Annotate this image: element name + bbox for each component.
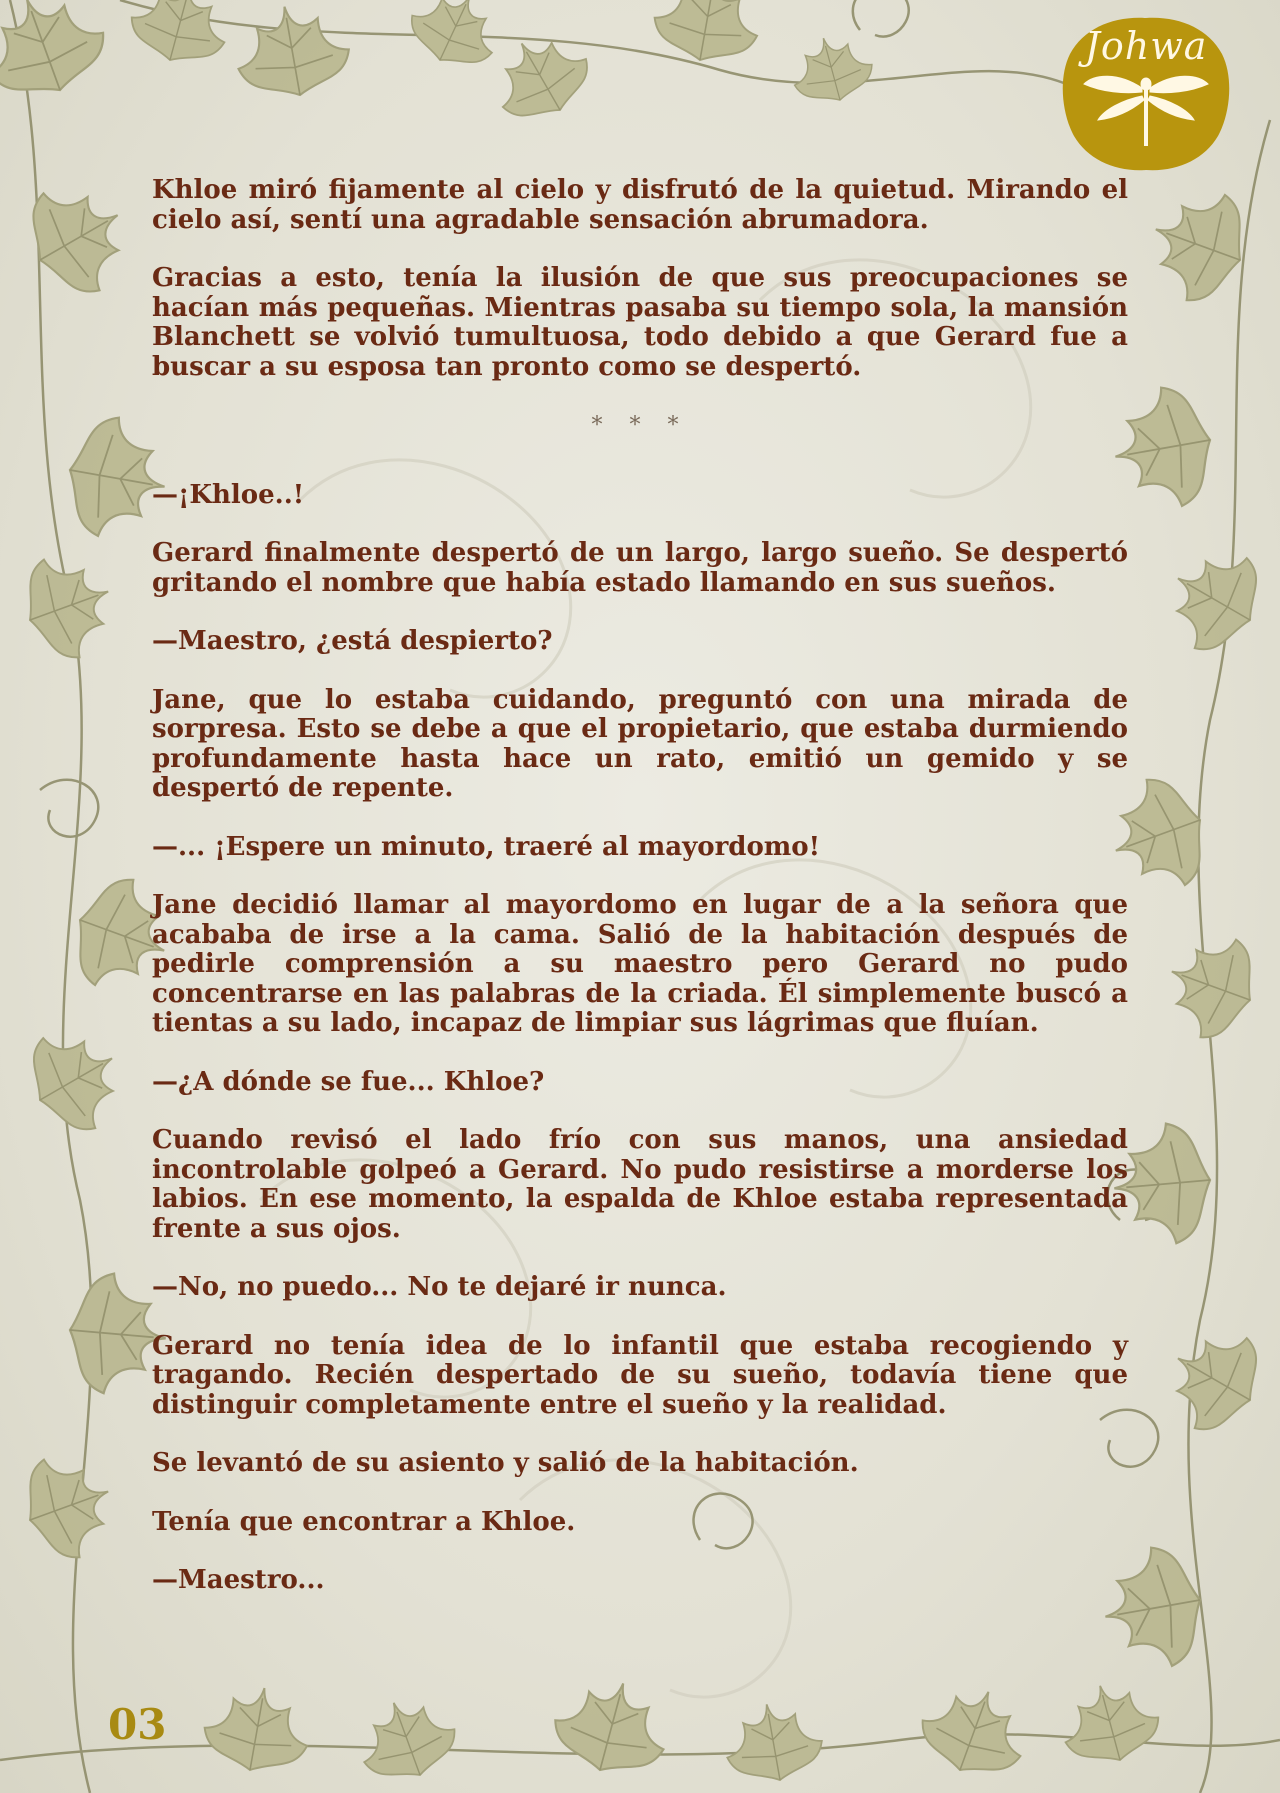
dialog-line: Tenía que encontrar a Khloe.: [152, 1506, 576, 1537]
dialog-line: —Maestro, ¿está despierto?: [152, 626, 553, 656]
narration-paragraph: Khloe miró fijamente al cielo y disfrutó de la quietud. Mirando el cielo así, sentí una agradable sensación abrumadora.: [152, 175, 1128, 235]
dialog-line: —No, no puedo... No te dejaré ir nunca.: [152, 1272, 727, 1302]
dialog-line: Se levantó de su asiento y salió de la habitación.: [152, 1448, 859, 1478]
johwa-logo: [1058, 14, 1234, 174]
narration-paragraph: Jane decidió llamar al mayordomo en lugar de a la señora que acababa de irse a la cama. Salió de la habitación después de pedirle comprensión a su maestro pero Gerard no pudo concentrarse en las palabras de la criada. Él simplemente buscó a tientas a su lado, incapaz de limpiar sus lágrimas que fluían.: [152, 890, 1128, 1038]
logo-text: Johwa: [1084, 24, 1208, 68]
page-number: 03: [108, 1700, 167, 1749]
narration-paragraph: Gracias a esto, tenía la ilusión de que sus preocupaciones se hacían más pequeñas. Mientras pasaba su tiempo sola, la mansión Blanchett se volvió tumultuosa, todo debido a que Gerard fue a buscar a su esposa tan pronto como se despertó.: [152, 263, 1128, 382]
dialog-line: —¿A dónde se fue... Khloe?: [152, 1066, 545, 1097]
dialog-line: —Maestro...: [152, 1565, 325, 1595]
chapter-text: [152, 176, 1128, 1625]
narration-paragraph: Cuando revisó el lado frío con sus manos, una ansiedad incontrolable golpeó a Gerard. No pudo resistirse a morderse los labios. En ese momento, la espalda de Khloe estaba representada frente a sus ojos.: [152, 1125, 1128, 1244]
scene-separator: * * *: [591, 413, 689, 438]
dialog-line: —... ¡Espere un minuto, traeré al mayordomo!: [152, 831, 821, 862]
dialog-line: —¡Khloe..!: [152, 479, 305, 510]
narration-paragraph: Gerard finalmente despertó de un largo, largo sueño. Se despertó gritando el nombre que había estado llamando en sus sueños.: [152, 538, 1128, 598]
narration-paragraph: Jane, que lo estaba cuidando, preguntó con una mirada de sorpresa. Esto se debe a que el propietario, que estaba durmiendo profundamente hasta hace un rato, emitió un gemido y se despertó de repente.: [152, 684, 1128, 803]
narration-paragraph: Gerard no tenía idea de lo infantil que estaba recogiendo y tragando. Recién despertado de su sueño, todavía tiene que distinguir completamente entre el sueño y la realidad.: [152, 1330, 1128, 1420]
